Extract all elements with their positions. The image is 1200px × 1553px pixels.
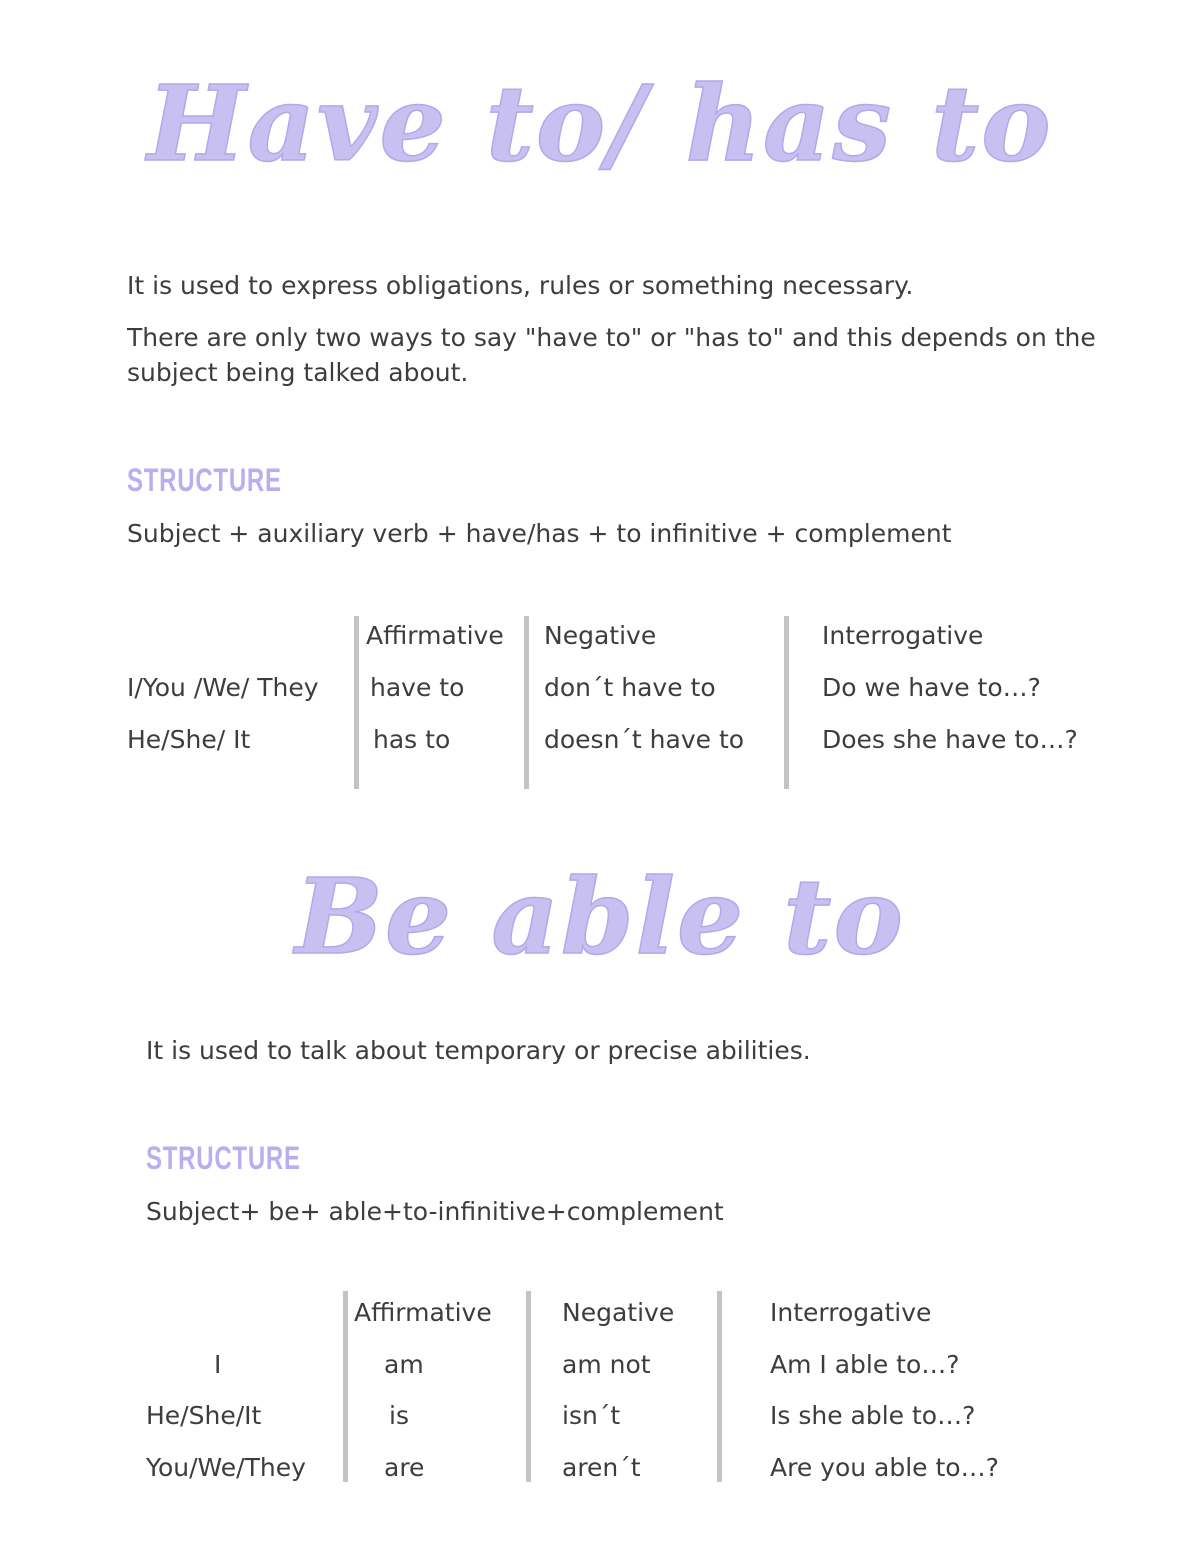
table2-row1-affirmative: am (384, 1350, 424, 1379)
table1-divider-1 (354, 616, 359, 789)
table1-row2-negative: doesn´t have to (544, 725, 745, 754)
table2-header-interrogative: Interrogative (770, 1298, 932, 1327)
table2-row2-negative: isn´t (562, 1401, 621, 1430)
section1-description-1: It is used to express obligations, rules or something necessary. (127, 271, 914, 300)
table2-row1-subject: I (214, 1350, 222, 1379)
table2-row3-negative: aren´t (562, 1453, 641, 1482)
section1-description-2: There are only two ways to say "have to" or "has to" and this depends on the subject being talked about. (127, 323, 1096, 387)
section2-description: It is used to talk about temporary or precise abilities. (146, 1036, 811, 1065)
section2-structure-label: STRUCTURE (146, 1140, 301, 1176)
table2-row1-interrogative: Am I able to…? (770, 1350, 960, 1379)
table2-row3-interrogative: Are you able to…? (770, 1453, 999, 1482)
section1-structure-label: STRUCTURE (127, 462, 282, 498)
table1-row2-interrogative: Does she have to…? (822, 725, 1078, 754)
table2-row1-negative: am not (562, 1350, 651, 1379)
table1-header-interrogative: Interrogative (822, 621, 984, 650)
table2-header-affirmative: Affirmative (354, 1298, 492, 1327)
table1-row1-negative: don´t have to (544, 673, 716, 702)
table1-row1-subject: I/You /We/ They (127, 673, 319, 702)
table2-row2-interrogative: Is she able to…? (770, 1401, 976, 1430)
section2-structure-formula: Subject+ be+ able+to-infinitive+complement (146, 1197, 724, 1226)
table1-row2-subject: He/She/ It (127, 725, 251, 754)
table2-divider-3 (717, 1291, 722, 1482)
table2-divider-2 (526, 1291, 531, 1482)
table1-row1-affirmative: have to (370, 673, 465, 702)
table1-row1-interrogative: Do we have to…? (822, 673, 1041, 702)
table2-header-negative: Negative (562, 1298, 675, 1327)
table2-divider-1 (343, 1291, 348, 1482)
table1-row2-affirmative: has to (373, 725, 451, 754)
section1-structure-formula: Subject + auxiliary verb + have/has + to infinitive + complement (127, 519, 952, 548)
table1-header-negative: Negative (544, 621, 657, 650)
section1-title: Have to/ has to (147, 62, 1053, 185)
table2-row2-subject: He/She/It (146, 1401, 262, 1430)
table1-divider-3 (784, 616, 789, 789)
table1-header-affirmative: Affirmative (366, 621, 504, 650)
table2-row2-affirmative: is (389, 1401, 409, 1430)
table1-divider-2 (524, 616, 529, 789)
table2-row3-subject: You/We/They (146, 1453, 306, 1482)
table2-row3-affirmative: are (384, 1453, 425, 1482)
section2-title: Be able to (295, 855, 905, 978)
